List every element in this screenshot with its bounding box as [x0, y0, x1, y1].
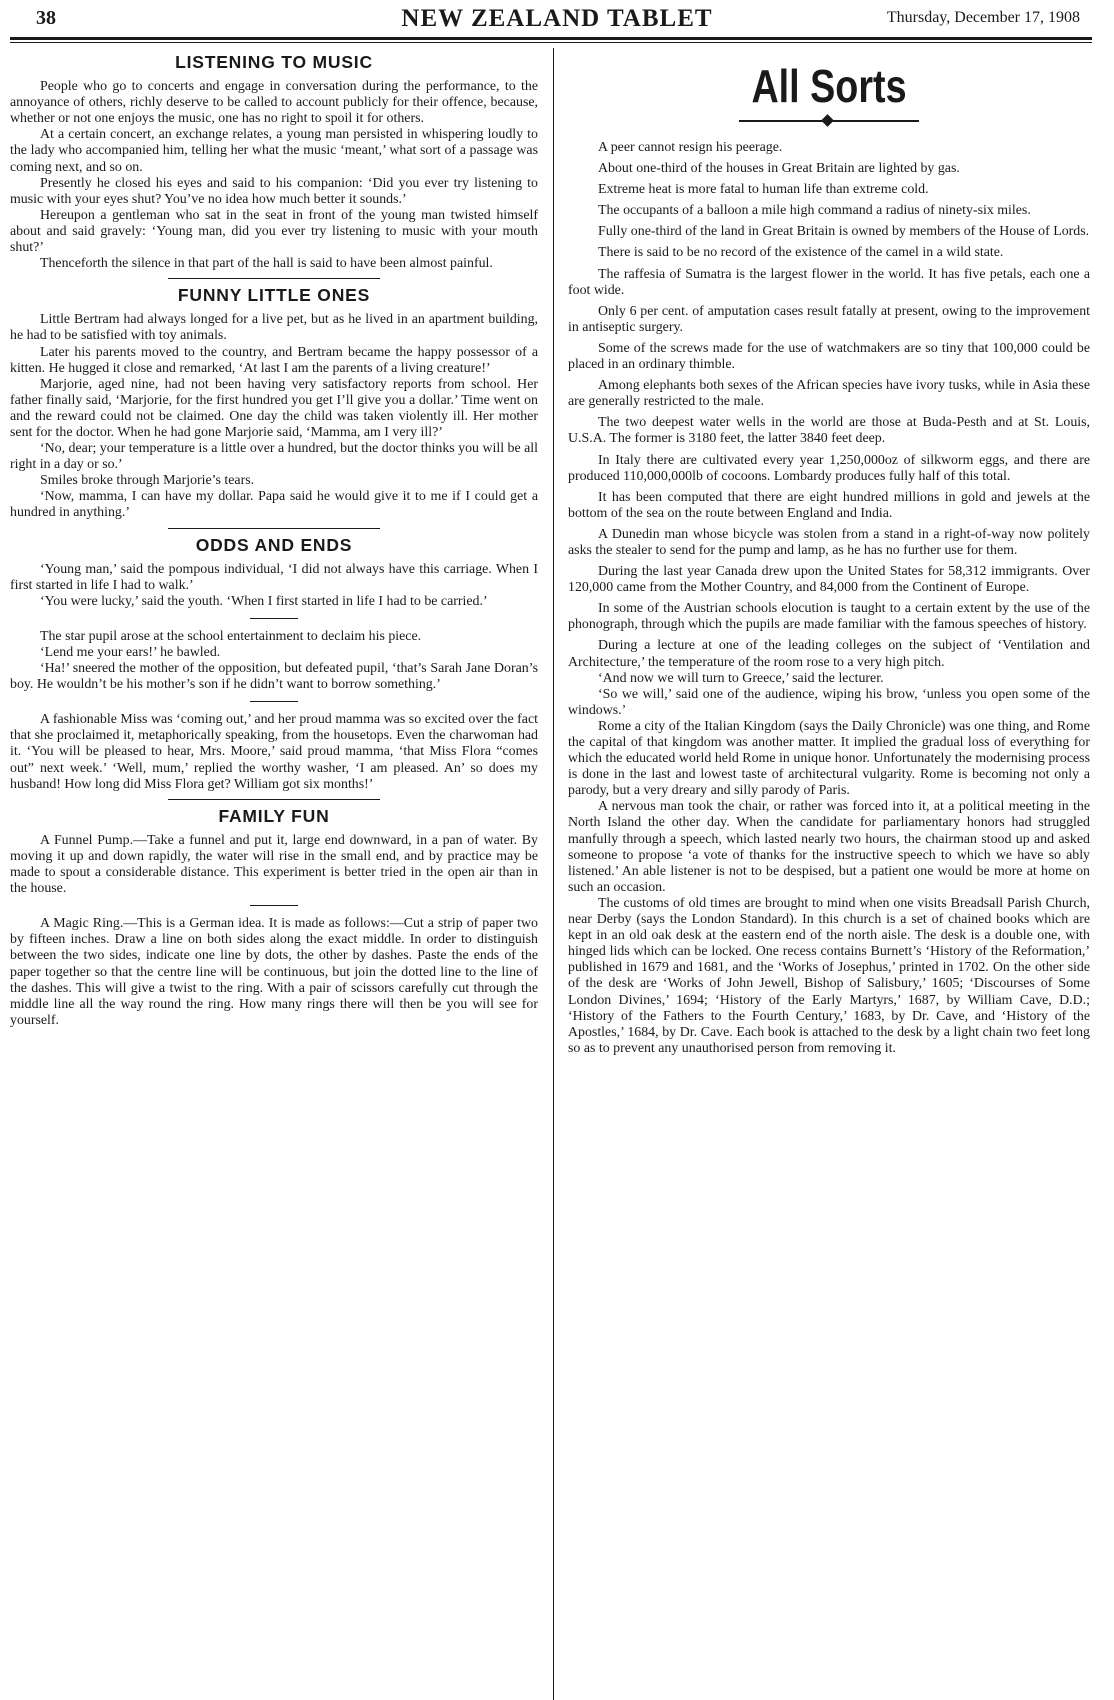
item-separator [250, 618, 298, 619]
left-column [10, 48, 538, 1700]
article-paragraph: ‘Now, mamma, I can have my dollar. Papa said he would give it to me if I could get a hundred in anything.’ [10, 489, 538, 521]
article-paragraph: ‘Ha!’ sneered the mother of the opposition, but defeated pupil, ‘that’s Sarah Jane Doran’s boy. He wouldn’t be his mother’s son if he didn’t want to borrow something.’ [10, 661, 538, 693]
fact-item: The raffesia of Sumatra is the largest flower in the world. It has five petals, each one a foot wide. [568, 266, 1090, 298]
family-article [10, 833, 538, 1029]
fact-item: Rome a city of the Italian Kingdom (says the Daily Chronicle) was one thing, and Rome the capital of that kingdom was another matter. It implied the gradual loss of everything for which the educated world held Rome in unique honor. Unfortunately the modernising process is done in the last and lowest taste of architectural vulgarity. Rome is becoming not only a parody, but a very dreary and silly parody of Paris. [568, 718, 1090, 799]
article-paragraph: A fashionable Miss was ‘coming out,’ and her proud mamma was so excited over the fact that she proclaimed it, metaphorically speaking, from the housetops. Even the charwoman had it. ‘You will be pleased to hear, Mrs. Moore,’ said proud mamma, ‘that Miss Flora “comes out” next week.’ ‘Well, mum,’ replied the worthy washer, ‘I am pleased. An’ so does my husband! How long did Miss Flora get? William got six months!’ [10, 712, 538, 792]
masthead [0, 0, 1114, 44]
fact-item: ‘So we will,’ said one of the audience, wiping his brow, ‘unless you open some of the windows.’ [568, 686, 1090, 718]
article-paragraph: Marjorie, aged nine, had not been having very satisfactory reports from school. Her father finally said, ‘Marjorie, for the first hundred you get I’ll give you a dollar.’ Time went on and the reward could not be claimed. One day the child was taken violently ill. Her mother sent for the doctor. When he had gone Marjorie said, ‘Mamma, am I very ill?’ [10, 376, 538, 440]
fact-item: Extreme heat is more fatal to human life than extreme cold. [598, 182, 929, 198]
fact-item: A peer cannot resign his peerage. [598, 140, 783, 155]
section-rule [168, 528, 380, 529]
item-separator [250, 701, 298, 702]
ornament-divider [739, 114, 919, 128]
column-divider [553, 48, 554, 1700]
fact-item: A nervous man took the chair, or rather was forced into it, at a political meeting in the North Island the other day. When the candidate for parliamentary honors had struggled manfully through a speech, which lasted nearly two hours, the chairman stood up and asked someone to propose ‘a vote of thanks for the instructive speech to which we have so ably listened.’ An able listener is not to be despised, but a patient one would be more at home on such an occasion. [568, 799, 1090, 895]
funny-article [10, 312, 538, 521]
fact-item: The occupants of a balloon a mile high command a radius of ninety-six miles. [598, 203, 1031, 219]
listening-article [10, 79, 538, 272]
fact-item: Among elephants both sexes of the African species have ivory tusks, while in Asia these are generally restricted to the male. [568, 378, 1090, 410]
article-paragraph: Hereupon a gentleman who sat in the seat in front of the young man twisted himself about and said gravely: ‘Young man, did you ever try listening to music with your mouth shut?’ [10, 207, 538, 256]
fact-item: About one-third of the houses in Great Britain are lighted by gas. [598, 161, 960, 177]
odds-article [10, 562, 538, 793]
fact-item: The two deepest water wells in the world are those at Buda-Pesth and at St. Louis, U.S.A. The former is 3180 feet, the latter 3840 feet deep. [568, 415, 1090, 447]
section-heading-funny: FUNNY LITTLE ONES [177, 285, 371, 306]
article-paragraph: ‘You were lucky,’ said the youth. ‘When I first started in life I had to be carried.’ [40, 593, 488, 609]
masthead-rule [10, 37, 1092, 40]
fact-item: There is said to be no record of the existence of the camel in a wild state. [598, 245, 1004, 261]
article-paragraph: A Funnel Pump.—Take a funnel and put it, large end downward, in a pan of water. By moving it up and down rapidly, the water will rise in the small end, and by practice may be made to spout a considerable distance. This experiment is better tried in the open air than in the house. [10, 832, 538, 897]
fact-item: The customs of old times are brought to mind when one visits Breadsall Parish Church, near Derby (says the London Standard). In this church is a set of chained books which are kept in an old oak desk at the eastern end of the north aisle. The desk is a double one, with hinged lids which can be locked. One recess contains Burnett’s ‘History of the Reformation,’ published in 1679 and 1681, and the ‘Works of Josephus,’ printed in 1702. On the other side of the desk are ‘Works of John Jewell, Bishop of Salisbury,’ 1605; ‘Discourses of Some London Divines,’ 1694; ‘History of the Early Martyrs,’ 1687, by William Cave, D.D.; ‘History of the Fathers to the Fourth Century,’ 1683, by Dr. Cave, and ‘History of the Apostles,’ 1684, by Dr. Cave. Each book is attached to the desk by a light chain two feet long so as to prevent any unauthorised person from removing it. [568, 895, 1090, 1056]
article-paragraph: ‘Young man,’ said the pompous individual, ‘I did not always have this carriage. When I first started in life I had to walk.’ [10, 561, 538, 593]
section-heading-odds: ODDS AND ENDS [195, 534, 353, 555]
all-sorts-items [568, 140, 1090, 1057]
newspaper-title: NEW ZEALAND TABLET [401, 5, 713, 32]
fact-item: It has been computed that there are eight hundred millions in gold and jewels at the bottom of the sea on the route between England and India. [568, 489, 1090, 521]
fact-item: ‘And now we will turn to Greece,’ said the lecturer. [598, 670, 884, 686]
fact-item: In Italy there are cultivated every year 1,250,000oz of silkworm eggs, and there are produced 110,000,000lb of cocoons. Lombardy produces fully half of this total. [568, 452, 1090, 484]
item-separator [250, 905, 298, 906]
diamond-icon [821, 114, 834, 127]
section-rule [168, 799, 380, 800]
article-paragraph: Smiles broke through Marjorie’s tears. [40, 473, 255, 489]
issue-date: Thursday, December 17, 1908 [886, 9, 1080, 26]
article-paragraph: Little Bertram had always longed for a live pet, but as he lived in an apartment building, he had to be satisfied with toy animals. [10, 312, 538, 344]
fact-item: During a lecture at one of the leading colleges on the subject of ‘Ventilation and Architecture,’ the temperature of the room rose to a very high pitch. [568, 638, 1090, 670]
article-paragraph: People who go to concerts and engage in conversation during the performance, to the annoyance of others, richly deserve to be called to account publicly for their offence, because, whether or not one enjoys the music, one has no right to spoil it for others. [10, 79, 538, 127]
section-heading-family: FAMILY FUN [218, 805, 330, 826]
article-paragraph: Later his parents moved to the country, and Bertram became the happy possessor of a kitten. He hugged it close and remarked, ‘At last I am the parents of a living creature!’ [10, 344, 538, 376]
article-paragraph: ‘Lend me your ears!’ he bawled. [40, 645, 221, 660]
article-paragraph: A Magic Ring.—This is a German idea. It is made as follows:—Cut a strip of paper two by fifteen inches. Draw a line on both sides along the exact middle. In order to distinguish between the two sides, indicate one line by dots, the other by dashes. Paste the ends of the paper together so that the centre line will be continuous, but join the dotted line to the line of the dashes. This will give a twist to the ring. With a pair of scissors carefully cut through the middle line all the way round the ring. How many rings there will then be you will see for yourself. [10, 916, 538, 1028]
section-rule [168, 278, 380, 279]
article-paragraph: At a certain concert, an exchange relates, a young man persisted in whispering loudly to the lady who accompanied him, telling her what the music ‘meant,’ what sort of a passage was coming next, and so on. [10, 127, 538, 175]
fact-item: Fully one-third of the land in Great Britain is owned by members of the House of Lords. [598, 224, 1090, 240]
fact-item: In some of the Austrian schools elocution is taught to a certain extent by the use of the phonograph, through which the pupils are made familiar with the famous speeches of history. [568, 601, 1090, 633]
all-sorts-heading: All Sorts [751, 60, 907, 112]
fact-item: Some of the screws made for the use of watchmakers are so tiny that 100,000 could be placed in an ordinary thimble. [568, 340, 1090, 373]
fact-item: A Dunedin man whose bicycle was stolen from a stand in a right-of-way now politely asks the stealer to send for the pump and lamp, as he has no further use for them. [568, 526, 1090, 558]
section-heading-listening: LISTENING TO MUSIC [175, 52, 373, 72]
fact-item: Only 6 per cent. of amputation cases result fatally at present, owing to the improvement in antiseptic surgery. [568, 303, 1090, 335]
article-paragraph: Presently he closed his eyes and said to his companion: ‘Did you ever try listening to music with your eyes shut? You’ve no idea how much better it sounds.’ [10, 175, 538, 207]
article-paragraph: The star pupil arose at the school entertainment to declaim his piece. [40, 628, 422, 644]
right-column [568, 48, 1090, 1700]
fact-item: During the last year Canada drew upon the United States for 58,312 immigrants. Over 120,000 came from the Mother Country, and 84,000 from the Continent of Europe. [568, 564, 1090, 596]
page-number: 38 [36, 7, 56, 29]
masthead-rule-thin [10, 42, 1092, 43]
article-paragraph: Thenceforth the silence in that part of the hall is said to have been almost painful. [40, 256, 493, 272]
article-paragraph: ‘No, dear; your temperature is a little over a hundred, but the doctor thinks you will be all right in a day or so.’ [10, 441, 538, 473]
